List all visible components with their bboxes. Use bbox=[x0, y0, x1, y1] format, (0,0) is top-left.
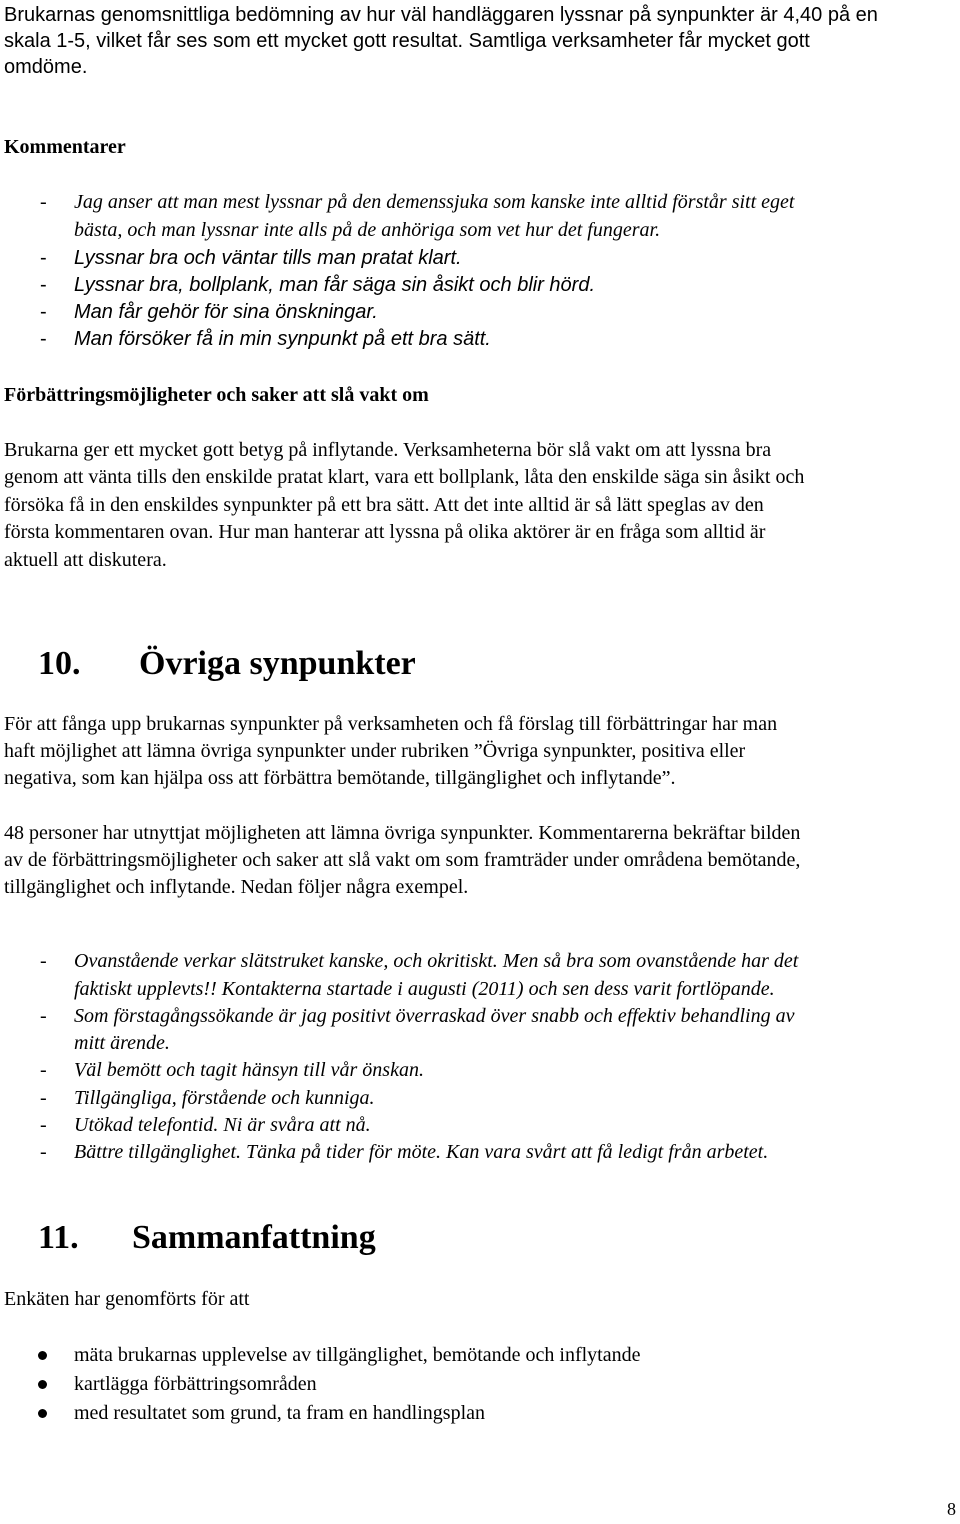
example-line: Väl bemött och tagit hänsyn till vår önskan. bbox=[74, 1059, 424, 1081]
dash: - bbox=[40, 301, 47, 323]
comment-line: Man får gehör för sina önskningar. bbox=[74, 301, 378, 323]
example-line: Bättre tillgänglighet. Tänka på tider för möte. Kan vara svårt att få ledigt från arbetet. bbox=[74, 1141, 769, 1163]
comment-line: bästa, och man lyssnar inte alls på de anhöriga som vet hur det fungerar. bbox=[74, 219, 661, 241]
section-10-para1-line: haft möjlighet att lämna övriga synpunkter under rubriken ”Övriga synpunkter, positiva eller bbox=[4, 740, 746, 762]
section-10-para1-line: För att fånga upp brukarnas synpunkter på verksamheten och få förslag till förbättringar har man bbox=[4, 713, 778, 735]
bullet-text: mäta brukarnas upplevelse av tillgänglighet, bemötande och inflytande bbox=[74, 1344, 641, 1366]
example-line: Utökad telefontid. Ni är svåra att nå. bbox=[74, 1114, 371, 1136]
dash: - bbox=[40, 191, 47, 213]
dash: - bbox=[40, 1141, 47, 1163]
bullet-icon bbox=[38, 1409, 47, 1418]
improvements-line: genom att vänta tills den enskilde pratat klart, vara ett bollplank, låta den enskilde säga sin åsikt och bbox=[4, 466, 805, 488]
bullet-icon bbox=[38, 1351, 47, 1360]
example-line: mitt ärende. bbox=[74, 1032, 170, 1054]
example-line: Som förstagångssökande är jag positivt överraskad över snabb och effektiv behandling av bbox=[74, 1005, 795, 1027]
page-number: 8 bbox=[947, 1499, 956, 1519]
bullet-text: med resultatet som grund, ta fram en handlingsplan bbox=[74, 1402, 486, 1424]
dash: - bbox=[40, 950, 47, 972]
example-line: faktiskt upplevts!! Kontakterna startade i augusti (2011) och sen dess varit fortlöpande. bbox=[74, 978, 775, 1000]
section-11-number: 11. bbox=[38, 1219, 79, 1256]
bullet-text: kartlägga förbättringsområden bbox=[74, 1373, 317, 1395]
intro-line-2: skala 1-5, vilket får ses som ett mycket gott resultat. Samtliga verksamheter får mycket gott bbox=[4, 30, 810, 52]
dash: - bbox=[40, 1059, 47, 1081]
dash: - bbox=[40, 1087, 47, 1109]
dash: - bbox=[40, 1005, 47, 1027]
section-10-para2-line: 48 personer har utnyttjat möjligheten att lämna övriga synpunkter. Kommentarerna bekräftar bilden bbox=[4, 822, 801, 844]
section-10-title: Övriga synpunkter bbox=[139, 645, 416, 682]
dash: - bbox=[40, 247, 47, 269]
section-11-intro: Enkäten har genomförts för att bbox=[4, 1288, 250, 1310]
bullet-icon bbox=[38, 1380, 47, 1389]
comment-line: Man försöker få in min synpunkt på ett bra sätt. bbox=[74, 328, 491, 350]
comments-heading: Kommentarer bbox=[4, 136, 126, 158]
example-line: Tillgängliga, förstående och kunniga. bbox=[74, 1087, 375, 1109]
comment-line: Jag anser att man mest lyssnar på den demenssjuka som kanske inte alltid förstår sitt eget bbox=[74, 191, 795, 213]
improvements-line: Brukarna ger ett mycket gott betyg på inflytande. Verksamheterna bör slå vakt om att lyssna bra bbox=[4, 439, 772, 461]
improvements-line: aktuell att diskutera. bbox=[4, 549, 167, 571]
improvements-line: första kommentaren ovan. Hur man hanterar att lyssna på olika aktörer är en fråga som alltid är bbox=[4, 521, 766, 543]
section-10-number: 10. bbox=[38, 645, 81, 682]
intro-line-3: omdöme. bbox=[4, 56, 88, 78]
section-10-para2-line: tillgänglighet och inflytande. Nedan följer några exempel. bbox=[4, 876, 469, 898]
dash: - bbox=[40, 328, 47, 350]
dash: - bbox=[40, 274, 47, 296]
comment-line: Lyssnar bra och väntar tills man pratat klart. bbox=[74, 247, 462, 269]
example-line: Ovanstående verkar slätstruket kanske, och okritiskt. Men så bra som ovanstående har det bbox=[74, 950, 799, 972]
section-10-para2-line: av de förbättringsmöjligheter och saker att slå vakt om som framträder under områdena bemötande, bbox=[4, 849, 801, 871]
section-10-para1-line: negativa, som kan hjälpa oss att förbättra bemötande, tillgänglighet och inflytande”. bbox=[4, 767, 676, 789]
comment-line: Lyssnar bra, bollplank, man får säga sin åsikt och blir hörd. bbox=[74, 274, 596, 296]
section-11-title: Sammanfattning bbox=[132, 1219, 376, 1256]
dash: - bbox=[40, 1114, 47, 1136]
intro-line-1: Brukarnas genomsnittliga bedömning av hur väl handläggaren lyssnar på synpunkter är 4,40 på en bbox=[4, 4, 878, 26]
improvements-line: försöka få in den enskildes synpunkter på ett bra sätt. Att det inte alltid är så lätt speglas av den bbox=[4, 494, 764, 516]
improvements-heading: Förbättringsmöjligheter och saker att slå vakt om bbox=[4, 384, 429, 406]
